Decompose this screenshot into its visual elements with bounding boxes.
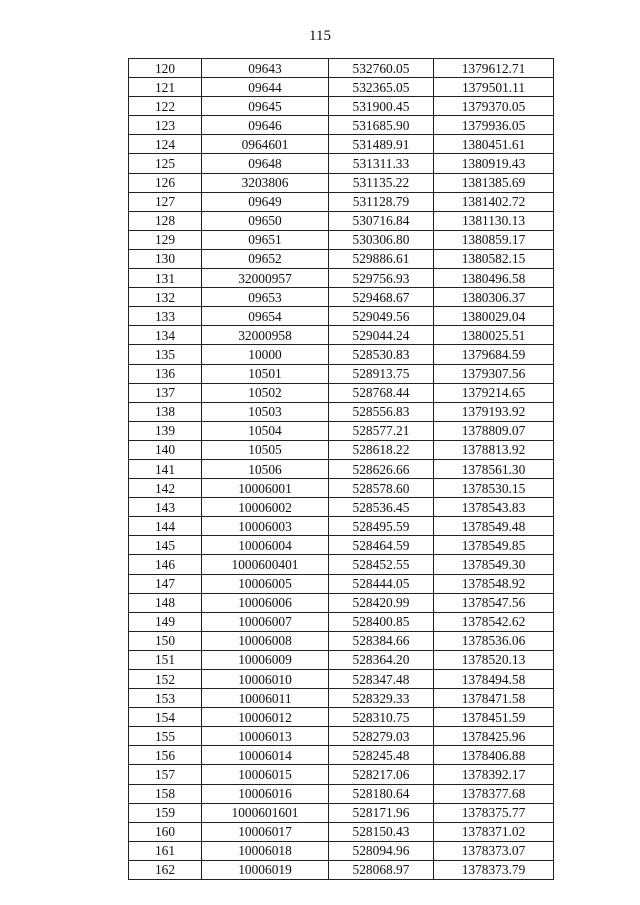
point-id-cell: 32000958 [202, 326, 329, 345]
table-row [129, 803, 554, 822]
point-id-cell: 0964601 [202, 135, 329, 154]
table-row [129, 765, 554, 784]
table-row [129, 383, 554, 402]
y-coordinate-cell: 1378549.85 [434, 536, 554, 555]
point-id-cell: 10006005 [202, 574, 329, 593]
x-coordinate-cell: 528577.21 [329, 421, 434, 440]
row-index-cell: 134 [129, 326, 202, 345]
row-index-cell: 151 [129, 650, 202, 669]
x-coordinate-cell: 528245.48 [329, 746, 434, 765]
point-id-cell: 09650 [202, 211, 329, 230]
point-id-cell: 1000601601 [202, 803, 329, 822]
y-coordinate-cell: 1379307.56 [434, 364, 554, 383]
table-row [129, 479, 554, 498]
row-index-cell: 156 [129, 746, 202, 765]
table-row [129, 211, 554, 230]
x-coordinate-cell: 528495.59 [329, 517, 434, 536]
table-row [129, 78, 554, 97]
y-coordinate-cell: 1378494.58 [434, 670, 554, 689]
point-id-cell: 09653 [202, 288, 329, 307]
point-id-cell: 10006009 [202, 650, 329, 669]
table-row [129, 421, 554, 440]
table-row [129, 269, 554, 288]
row-index-cell: 161 [129, 841, 202, 860]
x-coordinate-cell: 531900.45 [329, 97, 434, 116]
table-row [129, 517, 554, 536]
table-row [129, 860, 554, 879]
x-coordinate-cell: 528578.60 [329, 479, 434, 498]
x-coordinate-cell: 528464.59 [329, 536, 434, 555]
x-coordinate-cell: 528171.96 [329, 803, 434, 822]
x-coordinate-cell: 528329.33 [329, 689, 434, 708]
x-coordinate-cell: 528279.03 [329, 727, 434, 746]
row-index-cell: 150 [129, 631, 202, 650]
y-coordinate-cell: 1379501.11 [434, 78, 554, 97]
point-id-cell: 10504 [202, 421, 329, 440]
row-index-cell: 135 [129, 345, 202, 364]
point-id-cell: 10506 [202, 459, 329, 478]
point-id-cell: 09651 [202, 230, 329, 249]
table-row [129, 97, 554, 116]
row-index-cell: 145 [129, 536, 202, 555]
row-index-cell: 139 [129, 421, 202, 440]
y-coordinate-cell: 1381130.13 [434, 211, 554, 230]
row-index-cell: 131 [129, 269, 202, 288]
y-coordinate-cell: 1380496.58 [434, 269, 554, 288]
row-index-cell: 159 [129, 803, 202, 822]
table-row [129, 230, 554, 249]
row-index-cell: 124 [129, 135, 202, 154]
row-index-cell: 153 [129, 689, 202, 708]
table-row [129, 345, 554, 364]
table-row [129, 288, 554, 307]
table-row [129, 727, 554, 746]
point-id-cell: 10006010 [202, 670, 329, 689]
y-coordinate-cell: 1381385.69 [434, 173, 554, 192]
point-id-cell: 10006008 [202, 631, 329, 650]
row-index-cell: 162 [129, 860, 202, 879]
row-index-cell: 121 [129, 78, 202, 97]
row-index-cell: 140 [129, 440, 202, 459]
y-coordinate-cell: 1378425.96 [434, 727, 554, 746]
table-row [129, 536, 554, 555]
point-id-cell: 09643 [202, 59, 329, 78]
row-index-cell: 154 [129, 708, 202, 727]
y-coordinate-cell: 1378392.17 [434, 765, 554, 784]
row-index-cell: 129 [129, 230, 202, 249]
x-coordinate-cell: 528094.96 [329, 841, 434, 860]
table-row [129, 364, 554, 383]
x-coordinate-cell: 528420.99 [329, 593, 434, 612]
y-coordinate-cell: 1380306.37 [434, 288, 554, 307]
y-coordinate-cell: 1380025.51 [434, 326, 554, 345]
y-coordinate-cell: 1379684.59 [434, 345, 554, 364]
point-id-cell: 10006017 [202, 822, 329, 841]
y-coordinate-cell: 1380582.15 [434, 249, 554, 268]
table-row [129, 612, 554, 631]
point-id-cell: 09654 [202, 307, 329, 326]
x-coordinate-cell: 528618.22 [329, 440, 434, 459]
row-index-cell: 123 [129, 116, 202, 135]
y-coordinate-cell: 1378809.07 [434, 421, 554, 440]
y-coordinate-cell: 1379214.65 [434, 383, 554, 402]
point-id-cell: 10006007 [202, 612, 329, 631]
x-coordinate-cell: 529468.67 [329, 288, 434, 307]
y-coordinate-cell: 1378406.88 [434, 746, 554, 765]
row-index-cell: 155 [129, 727, 202, 746]
y-coordinate-cell: 1378371.02 [434, 822, 554, 841]
x-coordinate-cell: 528556.83 [329, 402, 434, 421]
table-row [129, 650, 554, 669]
x-coordinate-cell: 528217.06 [329, 765, 434, 784]
table-row [129, 192, 554, 211]
x-coordinate-cell: 531128.79 [329, 192, 434, 211]
y-coordinate-cell: 1378543.83 [434, 498, 554, 517]
point-id-cell: 09644 [202, 78, 329, 97]
point-id-cell: 10006006 [202, 593, 329, 612]
row-index-cell: 152 [129, 670, 202, 689]
row-index-cell: 126 [129, 173, 202, 192]
coordinates-table [128, 58, 554, 880]
point-id-cell: 10503 [202, 402, 329, 421]
table-row [129, 459, 554, 478]
x-coordinate-cell: 532365.05 [329, 78, 434, 97]
table-row [129, 154, 554, 173]
table-row [129, 173, 554, 192]
table-row [129, 116, 554, 135]
x-coordinate-cell: 528536.45 [329, 498, 434, 517]
y-coordinate-cell: 1379936.05 [434, 116, 554, 135]
table-body [129, 59, 554, 880]
y-coordinate-cell: 1378451.59 [434, 708, 554, 727]
y-coordinate-cell: 1378547.56 [434, 593, 554, 612]
y-coordinate-cell: 1378536.06 [434, 631, 554, 650]
point-id-cell: 10006001 [202, 479, 329, 498]
row-index-cell: 137 [129, 383, 202, 402]
table-row [129, 249, 554, 268]
point-id-cell: 10006015 [202, 765, 329, 784]
point-id-cell: 09646 [202, 116, 329, 135]
y-coordinate-cell: 1378373.07 [434, 841, 554, 860]
x-coordinate-cell: 528452.55 [329, 555, 434, 574]
point-id-cell: 10505 [202, 440, 329, 459]
y-coordinate-cell: 1378549.48 [434, 517, 554, 536]
y-coordinate-cell: 1380859.17 [434, 230, 554, 249]
point-id-cell: 10501 [202, 364, 329, 383]
row-index-cell: 148 [129, 593, 202, 612]
table-row [129, 631, 554, 650]
table-row [129, 440, 554, 459]
x-coordinate-cell: 531685.90 [329, 116, 434, 135]
x-coordinate-cell: 530716.84 [329, 211, 434, 230]
row-index-cell: 132 [129, 288, 202, 307]
x-coordinate-cell: 528530.83 [329, 345, 434, 364]
point-id-cell: 09648 [202, 154, 329, 173]
table-row [129, 746, 554, 765]
point-id-cell: 10006018 [202, 841, 329, 860]
row-index-cell: 144 [129, 517, 202, 536]
table-row [129, 307, 554, 326]
table-row [129, 841, 554, 860]
table-row [129, 326, 554, 345]
table-row [129, 135, 554, 154]
point-id-cell: 10006003 [202, 517, 329, 536]
x-coordinate-cell: 528444.05 [329, 574, 434, 593]
y-coordinate-cell: 1381402.72 [434, 192, 554, 211]
row-index-cell: 157 [129, 765, 202, 784]
row-index-cell: 143 [129, 498, 202, 517]
x-coordinate-cell: 528180.64 [329, 784, 434, 803]
y-coordinate-cell: 1379370.05 [434, 97, 554, 116]
y-coordinate-cell: 1378549.30 [434, 555, 554, 574]
point-id-cell: 10006011 [202, 689, 329, 708]
point-id-cell: 10502 [202, 383, 329, 402]
y-coordinate-cell: 1378377.68 [434, 784, 554, 803]
point-id-cell: 10006013 [202, 727, 329, 746]
point-id-cell: 10006014 [202, 746, 329, 765]
table-row [129, 670, 554, 689]
table-row [129, 822, 554, 841]
row-index-cell: 149 [129, 612, 202, 631]
row-index-cell: 122 [129, 97, 202, 116]
x-coordinate-cell: 528310.75 [329, 708, 434, 727]
table-row [129, 498, 554, 517]
point-id-cell: 3203806 [202, 173, 329, 192]
y-coordinate-cell: 1380919.43 [434, 154, 554, 173]
point-id-cell: 10006012 [202, 708, 329, 727]
y-coordinate-cell: 1380451.61 [434, 135, 554, 154]
x-coordinate-cell: 528400.85 [329, 612, 434, 631]
y-coordinate-cell: 1378520.13 [434, 650, 554, 669]
x-coordinate-cell: 528626.66 [329, 459, 434, 478]
y-coordinate-cell: 1378561.30 [434, 459, 554, 478]
row-index-cell: 160 [129, 822, 202, 841]
table-row [129, 708, 554, 727]
x-coordinate-cell: 528913.75 [329, 364, 434, 383]
row-index-cell: 130 [129, 249, 202, 268]
x-coordinate-cell: 528347.48 [329, 670, 434, 689]
y-coordinate-cell: 1378530.15 [434, 479, 554, 498]
point-id-cell: 09645 [202, 97, 329, 116]
table-row [129, 402, 554, 421]
y-coordinate-cell: 1378542.62 [434, 612, 554, 631]
point-id-cell: 10006019 [202, 860, 329, 879]
page-number: 115 [309, 28, 331, 44]
row-index-cell: 125 [129, 154, 202, 173]
row-index-cell: 146 [129, 555, 202, 574]
x-coordinate-cell: 531489.91 [329, 135, 434, 154]
y-coordinate-cell: 1378373.79 [434, 860, 554, 879]
x-coordinate-cell: 528068.97 [329, 860, 434, 879]
y-coordinate-cell: 1380029.04 [434, 307, 554, 326]
x-coordinate-cell: 529886.61 [329, 249, 434, 268]
row-index-cell: 128 [129, 211, 202, 230]
row-index-cell: 120 [129, 59, 202, 78]
x-coordinate-cell: 528384.66 [329, 631, 434, 650]
point-id-cell: 10000 [202, 345, 329, 364]
row-index-cell: 142 [129, 479, 202, 498]
y-coordinate-cell: 1378548.92 [434, 574, 554, 593]
row-index-cell: 127 [129, 192, 202, 211]
point-id-cell: 32000957 [202, 269, 329, 288]
x-coordinate-cell: 530306.80 [329, 230, 434, 249]
x-coordinate-cell: 528150.43 [329, 822, 434, 841]
point-id-cell: 10006002 [202, 498, 329, 517]
row-index-cell: 138 [129, 402, 202, 421]
y-coordinate-cell: 1378471.58 [434, 689, 554, 708]
point-id-cell: 09649 [202, 192, 329, 211]
row-index-cell: 141 [129, 459, 202, 478]
row-index-cell: 147 [129, 574, 202, 593]
point-id-cell: 1000600401 [202, 555, 329, 574]
x-coordinate-cell: 528364.20 [329, 650, 434, 669]
x-coordinate-cell: 532760.05 [329, 59, 434, 78]
y-coordinate-cell: 1379193.92 [434, 402, 554, 421]
point-id-cell: 10006016 [202, 784, 329, 803]
x-coordinate-cell: 529756.93 [329, 269, 434, 288]
y-coordinate-cell: 1379612.71 [434, 59, 554, 78]
row-index-cell: 158 [129, 784, 202, 803]
x-coordinate-cell: 531311.33 [329, 154, 434, 173]
x-coordinate-cell: 528768.44 [329, 383, 434, 402]
table-row [129, 689, 554, 708]
table-row [129, 593, 554, 612]
row-index-cell: 133 [129, 307, 202, 326]
table-row [129, 555, 554, 574]
y-coordinate-cell: 1378813.92 [434, 440, 554, 459]
point-id-cell: 10006004 [202, 536, 329, 555]
table-row [129, 784, 554, 803]
row-index-cell: 136 [129, 364, 202, 383]
x-coordinate-cell: 529044.24 [329, 326, 434, 345]
table-row [129, 59, 554, 78]
x-coordinate-cell: 529049.56 [329, 307, 434, 326]
table-row [129, 574, 554, 593]
y-coordinate-cell: 1378375.77 [434, 803, 554, 822]
point-id-cell: 09652 [202, 249, 329, 268]
x-coordinate-cell: 531135.22 [329, 173, 434, 192]
